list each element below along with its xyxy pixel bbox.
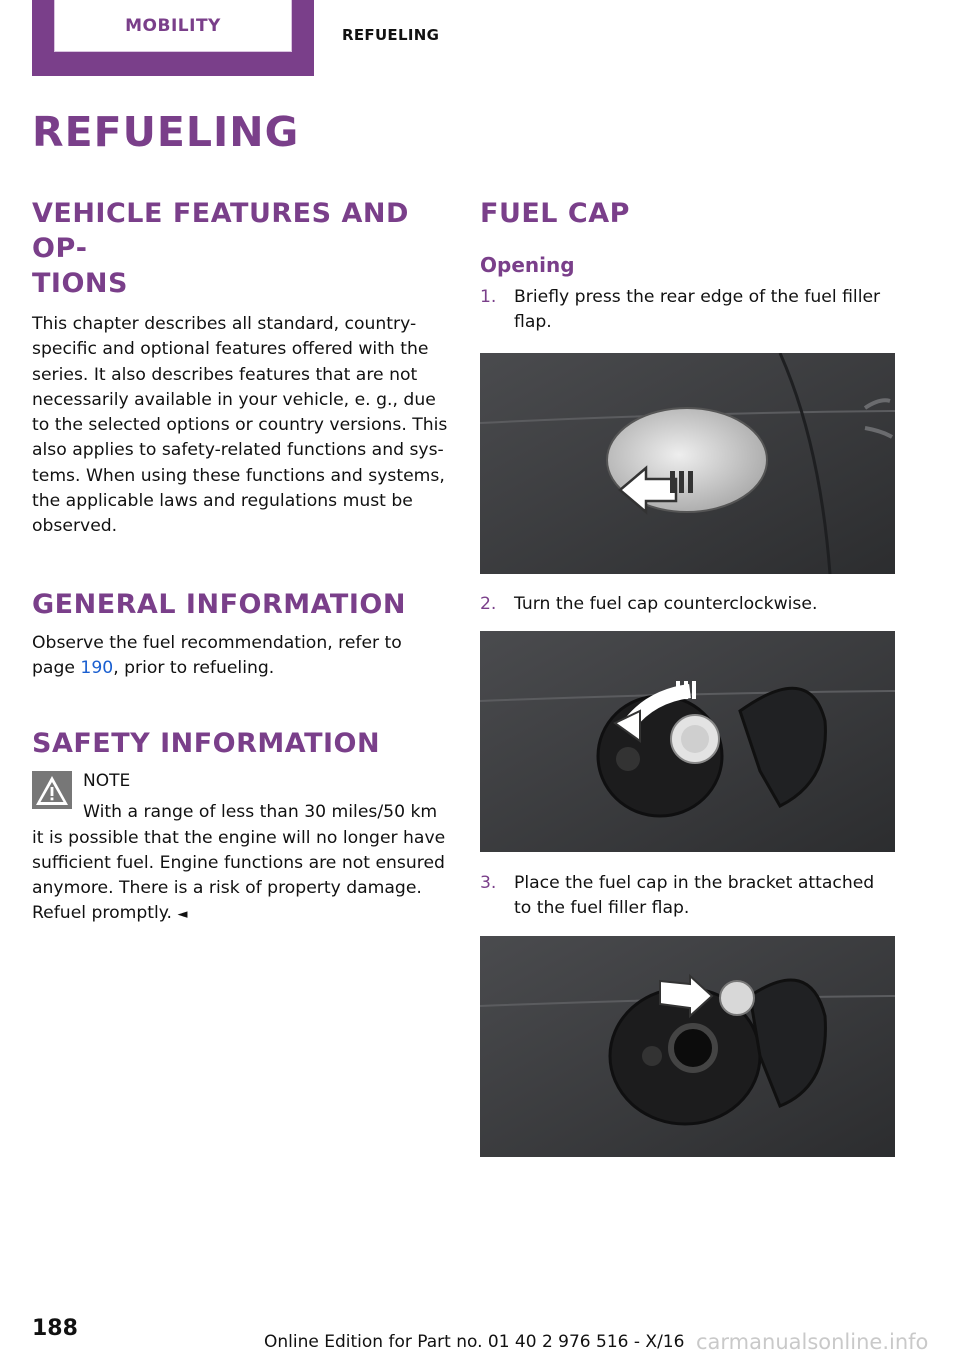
general-info-body: Observe the fuel recommendation, refer to page 190, prior to refueling.	[32, 632, 402, 678]
step-3	[480, 871, 896, 922]
edition-text: Online Edition for Part no. 01 40 2 976 516 - X/16	[264, 1332, 685, 1352]
fuel-cap-bracket-image	[480, 936, 895, 1157]
safety-info-heading: SAFETY INFORMATION	[32, 728, 381, 760]
note-body: it is possible that the engine will no longer have sufficient fuel. Engine functions are not ensured anymore. There is a risk of property damage. Refuel promptly. ◄	[32, 827, 446, 924]
end-mark: ◄	[177, 907, 188, 923]
opening-subheading: Opening	[480, 253, 575, 277]
page-link[interactable]: 190	[80, 657, 114, 678]
step-text: Place the fuel cap in the bracket attached to the fuel filler flap.	[514, 872, 875, 919]
note-line1: With a range of less than 30 miles/50 km	[83, 802, 438, 823]
right-column	[480, 196, 896, 1157]
note-block	[32, 769, 448, 927]
step-text: Turn the fuel cap counterclockwise.	[514, 593, 818, 614]
step-1	[480, 285, 896, 336]
warning-icon	[32, 771, 72, 809]
chapter-tab-label: REFUELING	[342, 26, 440, 44]
note-title: NOTE	[83, 771, 131, 792]
left-column	[32, 196, 448, 928]
vehicle-features-body: This chapter describes all standard, country-specific and optional features offered with the series. It also describes features that are not necessarily available in your vehicle, e. g., due to the selected options or country versions. This also applies to safety-related functions and sys‐tems. When using these functions and systems, the applicable laws and regulations must be observed.	[32, 314, 448, 537]
step-number: 2.	[480, 593, 497, 614]
fuel-flap-closed-image	[480, 353, 895, 574]
step-2	[480, 592, 896, 617]
section-tab[interactable]	[32, 0, 314, 76]
fuel-cap-turn-image	[480, 631, 895, 852]
watermark: carmanualsonline.info	[696, 1330, 929, 1354]
page-number: 188	[32, 1316, 78, 1341]
general-info-heading: GENERAL INFORMATION	[32, 588, 406, 620]
section-tab-label: MOBILITY	[54, 0, 292, 52]
page-title: REFUELING	[32, 108, 300, 156]
step-number: 3.	[480, 872, 497, 893]
vehicle-features-heading: VEHICLE FEATURES AND OP‐ TIONS	[32, 198, 409, 299]
step-text: Briefly press the rear edge of the fuel filler flap.	[514, 287, 881, 333]
fuel-cap-heading: FUEL CAP	[480, 198, 630, 229]
step-number: 1.	[480, 287, 497, 307]
